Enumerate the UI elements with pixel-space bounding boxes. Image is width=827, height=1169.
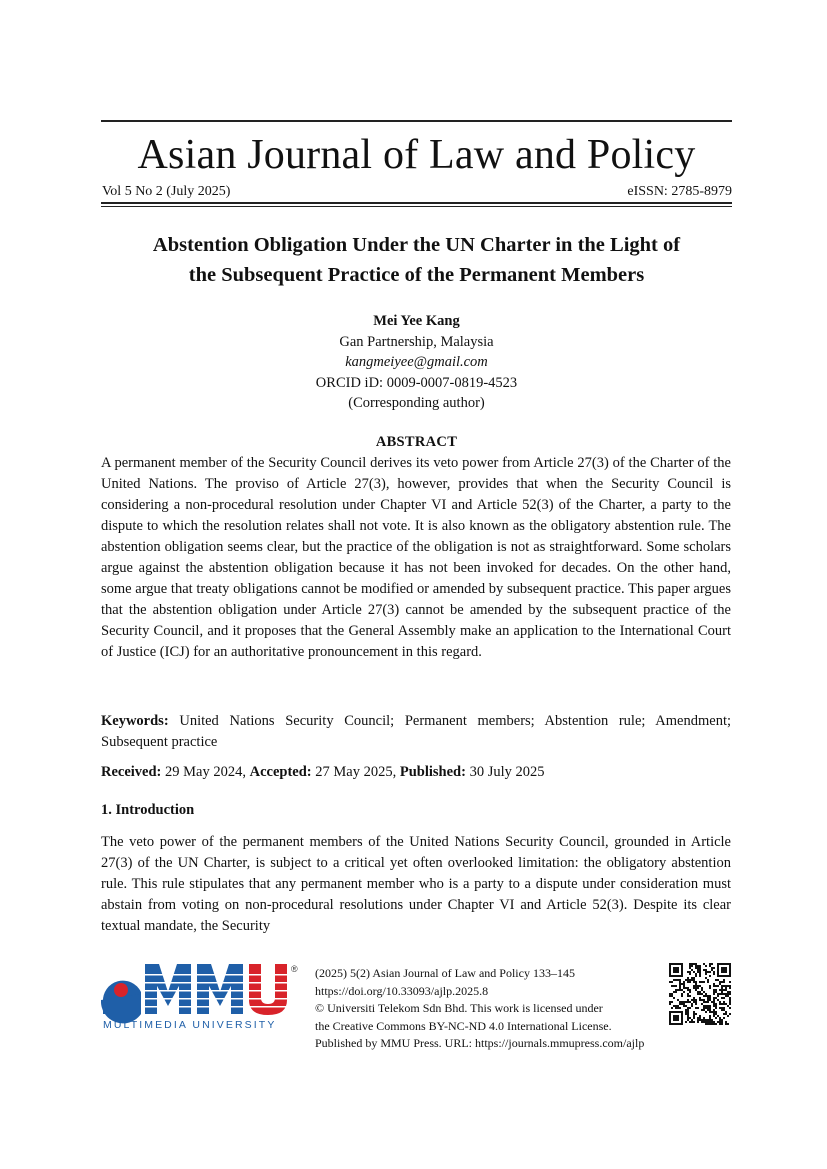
footer-citation-block: [315, 965, 644, 1053]
published-label: Published:: [399, 764, 466, 780]
mmu-logo-graphic: [101, 962, 307, 1034]
paper-title-line-1: Abstention Obligation Under the UN Charter in the Light of: [152, 234, 681, 256]
received-label: Received:: [101, 764, 162, 780]
introduction-heading: 1. Introduction: [101, 802, 195, 818]
author-orcid: ORCID iD: 0009-0007-0819-4523: [315, 374, 518, 391]
registered-mark: ®: [291, 964, 298, 974]
author-email[interactable]: kangmeiyee@gmail.com: [345, 354, 488, 370]
paper-title: [101, 230, 732, 290]
header-rule-thin: [101, 206, 732, 207]
author-affiliation: Gan Partnership, Malaysia: [339, 333, 494, 350]
citation: (2025) 5(2) Asian Journal of Law and Policy 133–145: [315, 966, 575, 980]
accepted-label: Accepted:: [249, 764, 312, 780]
corresponding-note: (Corresponding author): [348, 395, 485, 411]
qr-code-icon: [669, 963, 731, 1025]
accepted-date: 27 May 2025,: [315, 764, 397, 780]
keywords: [101, 711, 731, 753]
published-date: 30 July 2025: [469, 764, 545, 780]
received-date: 29 May 2024,: [165, 764, 246, 780]
introduction-text: The veto power of the permanent members of the United Nations Security Council, grounded in Article 27(3) of the UN Charter, is subject to a critical yet often overlooked limitation: the obligatory abstention rule. This rule stipulates that any permanent member who is a party to a dispute under consideration must abstain from voting on non-procedural resolutions under Chapter VI and Article 52(3). Despite its clear textual mandate, the Security: [101, 834, 731, 934]
volume-info: Vol 5 No 2 (July 2025): [102, 184, 231, 199]
abstract-heading: ABSTRACT: [375, 434, 458, 450]
journal-title: Asian Journal of Law and Policy: [137, 132, 696, 178]
logo-subtitle: MULTIMEDIA UNIVERSITY: [103, 1019, 277, 1031]
article-dates: [101, 762, 544, 783]
qr-code-graphic: [669, 963, 731, 1025]
top-rule: [101, 120, 732, 122]
doi-link[interactable]: https://doi.org/10.33093/ajlp.2025.8: [315, 983, 489, 998]
mmu-logo: [101, 962, 307, 1034]
paper-title-line-2: the Subsequent Practice of the Permanent Members: [188, 264, 645, 286]
author-name: Mei Yee Kang: [373, 313, 460, 329]
license-line-2[interactable]: the Creative Commons BY-NC-ND 4.0 International License.: [315, 1018, 612, 1033]
abstract-text: A permanent member of the Security Council derives its veto power from Article 27(3) of the Charter of the United Nations. The proviso of Article 27(3), however, provides that when the Security Council is considering a non-procedural resolution under Chapter VI and Article 52(3) of the Charter, a party to the dispute to which the resolution relates shall not vote. It is also known as the obligatory abstention rule. The abstention obligation seems clear, but the practice of the obligation is not as straightforward. Some scholars argue against the abstention obligation because it has not been invoked for decades. On the other hand, some argue that treaty obligations cannot be modified or amended by subsequent practice. This paper argues that the abstention obligation under Article 27(3) cannot be amended by the subsequent practice of the Security Council, and it proposes that the General Assembly make an application to the International Court of Justice (ICJ) for an authoritative pronouncement in this regard.: [101, 455, 731, 660]
keywords-text: United Nations Security Council; Permanent members; Abstention rule; Amendment; Subsequent practice: [101, 713, 731, 750]
publisher-line[interactable]: Published by MMU Press. URL: https://journals.mmupress.com/ajlp: [315, 1036, 645, 1050]
header-rule-thick: [101, 202, 732, 204]
keywords-label: Keywords:: [101, 713, 169, 729]
eissn: eISSN: 2785-8979: [627, 184, 732, 199]
license-line-1: © Universiti Telekom Sdn Bhd. This work is licensed under: [315, 1001, 603, 1015]
author-block: [101, 311, 732, 414]
